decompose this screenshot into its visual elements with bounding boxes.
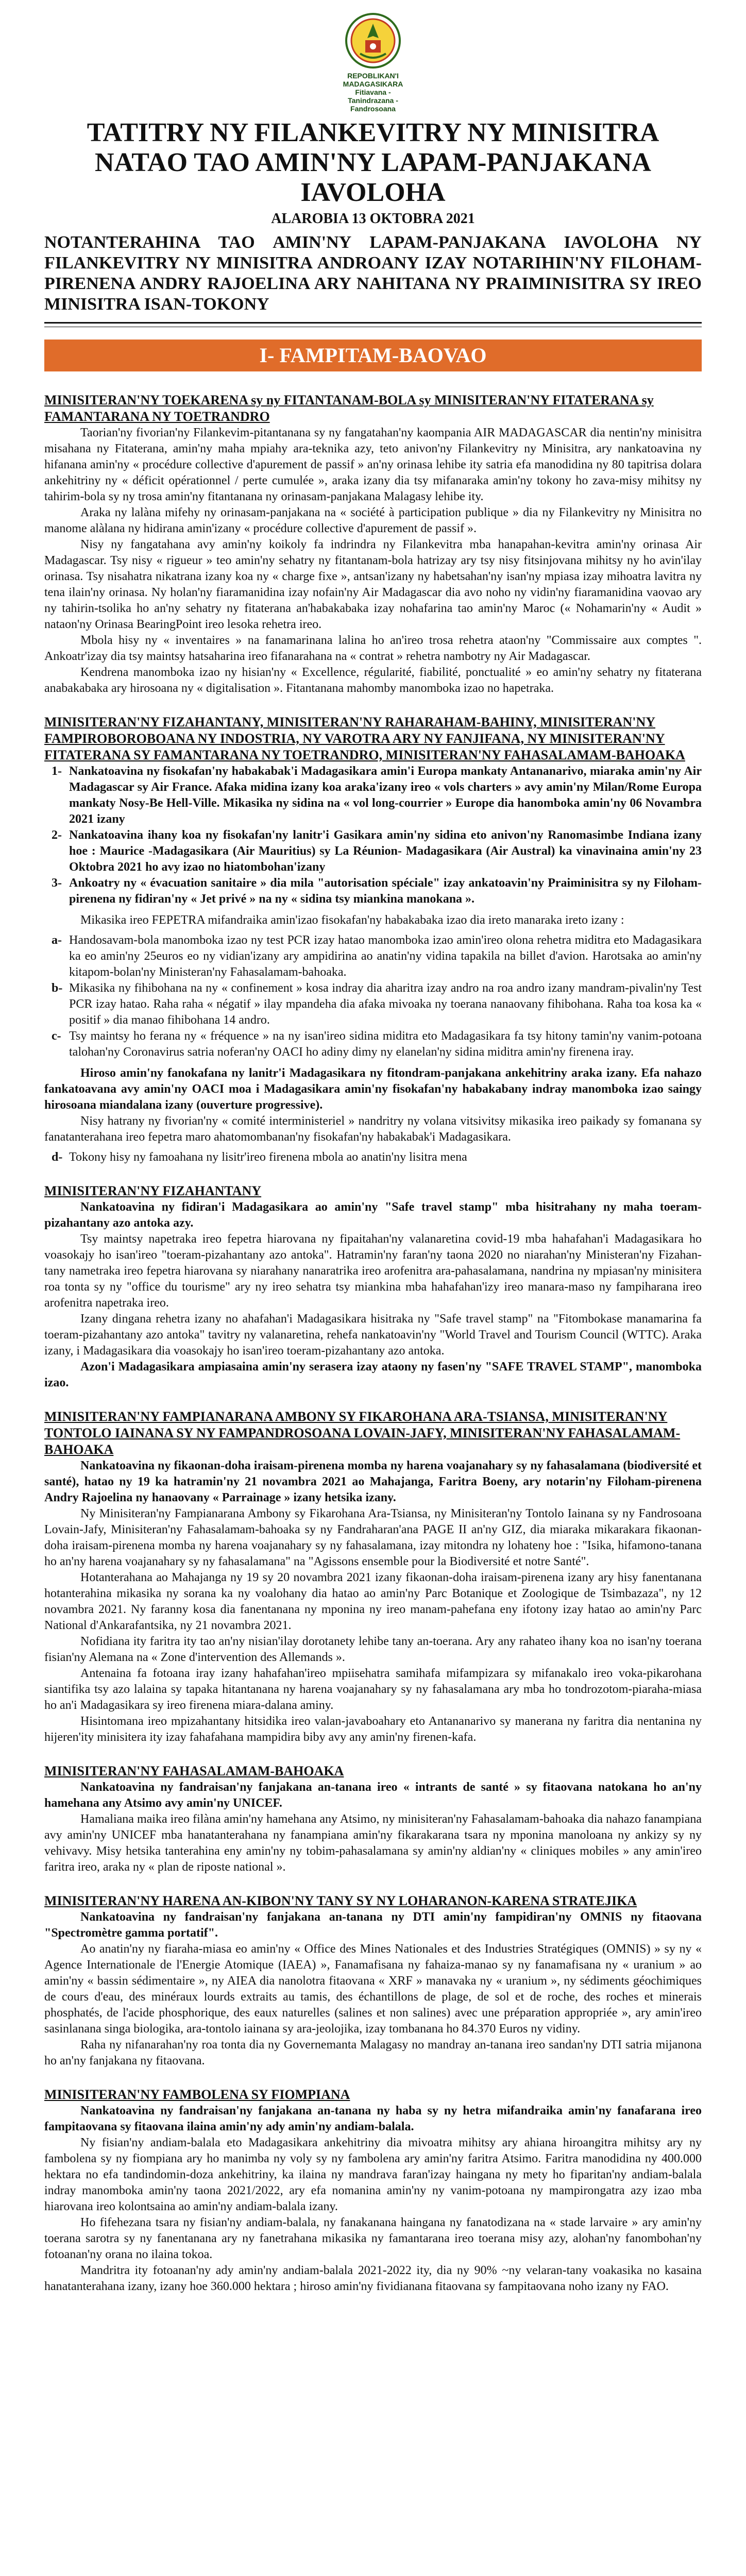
paragraph: Mandritra ity fotoanan'ny ady amin'ny andiam-balala 2021-2022 ity, dia ny 90% ~ny velaran-tany voakasika no kasaina hanatanterahana izany, izany hoe 360.000 hektara ; hiroso amin'ny fividianana fitaovana sy fampitaovana noho izany ny FAO. [44,2264,702,2293]
paragraph: Hisintomana ireo mpizahantany hitsidika ireo valan-javaboahary eto Antananarivo sy manerana ny faritra dia nentanina ny hijeren'ity minisitera ity izay fahafahana mampidira biby avy any amin'ny firenen-kafa. [44,1715,702,1744]
paragraph: Antenaina fa fotoana iray izany hahafahan'ireo mpiisehatra samihafa mifampizara sy mifanakalo ireo voka-pikarohana siantifika tsy azo lalaina sy tapaka hitantanana ny harena voajanahary sy ny fahasalamana ary mba ho tondrozotom-piaraha-miasa ho an'i Madagasikara sy ireo firenena miara-dalana aminy. [44,1667,702,1712]
list-item-text: Nankatoavina ny fisokafan'ny habakabak'i Madagasikara amin'i Europa mankaty Antananarivo, miaraka amin'ny Air Madagascar sy Air France. Afaka midina izany koa araka'izany ireo « vols charters » avy amin'ny Milan/Rome Europa mankaty Nosy-Be Hell-Ville. Mikasika ny sidina na « vol long-courrier » Europe dia hanomboka amin'ny 06 Novambra 2021 izany [69,765,702,826]
list-item-number: 2- [52,828,62,842]
list-item [52,1149,702,1165]
section-public-health [44,1763,702,1875]
title-divider [44,322,702,327]
paragraph: Ny fisian'ny andiam-balala eto Madagasikara ankehitriny dia mivoatra mihitsy ary ahiana hiroangitra mihitsy ary ny fambolena sy ny fiompiana ary ho manimba ny voly sy ny fambolena ary amin'ny faritra Atsimo. Faritra manodidina ny 400.000 hektara no efa tandindomin-doza ankehitriny, ka ilaina ny mandrava faran'izay haingana ny mety ho fiparitan'ny andiam-balala indray manomboka amin'ny taona 2021/2022, ary efa nomanina amin'ny ny vanim-potoana ny mampirongatra azy izao mba hiarovana ireo kolontsaina ao amin'ny andiam-balala izany. [44,2136,702,2213]
section-agriculture [44,2087,702,2295]
paragraph: Nankatoavina ny fikaonan-doha iraisam-pirenena momba ny harena voajanahary sy ny fahasalamana (biodiversité et santé), hatao ny 19 ka hatramin'ny 21 novambra 2021 ao Mahajanga, Faritra Boeny, ary notarin'ny Filoham-pirenena Andry Rajoelina ny hanaovany « Parrainage » izany hetsika izany. [44,1459,702,1504]
page-subtitle: NOTANTERAHINA TAO AMIN'NY LAPAM-PANJAKANA IAVOLOHA NY FILANKEVITRY NY MINISITRA ANDROANY IZAY NOTARIHIN'NY FILOHAM-PIRENENA ANDRY RAJOELINA ARY NAHITANA NY PRAIMINISITRA SY IREO MINISITRA ISAN-TOKONY [44,233,702,314]
list-item [52,764,702,827]
paragraph: Nankatoavina ny fandraisan'ny fanjakana an-tanana ireo « intrants de santé » sy fitaovana natokana ho an'ny hamehana any Atsimo avy amin'ny UNICEF. [44,1781,702,1810]
section-heading: MINISITERAN'NY FAMPIANARANA AMBONY SY FIKAROHANA ARA-TSIANSA, MINISITERAN'NY TONTOLO IAINANA SY NY FAMPANDROSOANA LOVAIN-JAFY, MINISITERAN'NY FAHASALAMAM-BAHOAKA [44,1409,681,1457]
list-item-text: Tokony hisy ny famoahana ny lisitr'ireo firenena mbola ao anatin'ny lisitra mena [69,1150,467,1164]
final-list [44,1149,702,1165]
paragraph: Ny Minisiteran'ny Fampianarana Ambony sy Fikarohana Ara-Tsiansa, ny Minisiteran'ny Tontolo Iainana sy ny Fandrosoana Lovain-Jafy, Minisiteran'ny Fahasalamam-bahoaka sy ny Fandraharan'ana PAGE II an'ny GIZ, dia miaraka mikarakara fikaonan-doha iraisam-pirenena momba ny harena voajanahary sy ny fahasalamana, izay mitondra ny lohateny hoe : "Isika, hifamono-tanana ho an'ny harena voajanahary sy ny fahasalamana" na "Agissons ensemble pour la Biodiversité et notre Santé". [44,1507,702,1568]
republic-seal [334,12,412,113]
paragraph: Nankatoavina ny fandraisan'ny fanjakana an-tanana ny DTI amin'ny fampidiran'ny OMNIS ny fitaovana "Spectromètre gamma portatif". [44,1910,702,1940]
section-airspace-opening [44,714,702,1165]
paragraph: Ao anatin'ny ny fiaraha-miasa eo amin'ny « Office des Mines Nationales et des Industries Stratégiques (OMNIS) » sy ny « Agence Internationale de l'Energie Atomique (IAEA) », Fanamafisana ny fahaiza-manao sy ny fanamafisana ny « uranium » ao amin'ny « bassin sédimentaire », ny AIEA dia nanolotra fitaovana « XRF » manavaka ny « uranium », ny sédiments géochimiques de cours d'eau, des minéraux lourds extraits au tamis, des échantillons de plage, de sol et de roche, des roches et minerais phosphatés, de l'acide phosphorique, des eaux naturelles (salines et non salines) avec une préparation appropriée », ary amin'ireo sasinlanana singa biologika, ara-tontolo iainana sy ara-jeolojika, izay tombanana ho 84.370 Euros ny vidiny. [44,1942,702,2036]
paragraph: Mikasika ireo FEPETRA mifandraika amin'izao fisokafan'ny habakabaka izao dia ireto manaraka ireto izany : [80,913,624,927]
paragraph: Hamaliana maika ireo filàna amin'ny hamehana any Atsimo, ny minisiteran'ny Fahasalamam-bahoaka dia nahazo fanampiana avy amin'ny UNICEF mba hanatanterahana ny fanampiana amin'ny fikarakarana tsara ny mponina manoloana ny ankizy sy ny vehivavy. Misy hetsika tanterahina eny amin'ny ny tobim-pahasalamana sy amin'ny aldian'ny « cliniques mobiles » any amin'ireo faritra ireo, araka ny « plan de riposte national ». [44,1812,702,1874]
paragraph: Araka ny lalàna mifehy ny orinasam-panjakana na « société à participation publique » dia ny Filankevitry ny Minisitra no manome alàlana ny hidirana amin'izany « procédure collective d'apurement de passif ». [44,506,702,535]
list-item-text: Ankoatry ny « évacuation sanitaire » dia mila "autorisation spéciale" izay ankatoavin'ny Praiminisitra sy ny Filoham-pirenena ny fidiran'ny « Jet privé » na ny « sidina tsy miankina manokana ». [69,876,702,906]
list-item-text: Tsy maintsy ho ferana ny « fréquence » na ny isan'ireo sidina miditra eto Madagasikara fa tsy hitony tamin'ny vanim-potoana talohan'ny Coronavirus satria noferan'ny OACI ho adiny dimy ny elanelan'ny sidina miditra amin'ny firenena iray. [69,1029,702,1059]
paragraph: Nofidiana ity faritra ity tao an'ny nisian'ilay dorotanety lehibe tany an-toerana. Ary any rahateo ihany koa no isan'ny toerana fisian'ny Alemana na « Zone d'intervention des Allemands ». [44,1635,702,1664]
section-heading: MINISITERAN'NY FIZAHANTANY, MINISITERAN'NY RAHARAHAM-BAHINY, MINISITERAN'NY FAMPIROBOROBOANA NY INDOSTRIA, NY VAROTRA ARY NY FANJIFANA, NY MINISITERAN'NY FITATERANA SY FAMANTARANA NY TOETRANDRO, MINISITERAN'NY FAHASALAMAM-BAHOAKA [44,715,685,762]
list-item [52,933,702,980]
list-item [52,980,702,1028]
section-heading: MINISITERAN'NY HARENA AN-KIBON'NY TANY SY NY LOHARANON-KARENA STRATEJIKA [44,1893,637,1908]
paragraph: Kendrena manomboka izao ny hisian'ny « Excellence, régularité, fiabilité, ponctualité » eo amin'ny sehatry ny fitaterana anabakabaka ary hirosoana ny « digitalisation ». Fitantanana mahomby manomboka izao no hapetraka. [44,666,702,695]
paragraph: Izany dingana rehetra izany no ahafahan'i Madagasikara hisitraka ny "Safe travel stamp" na "Fitombokase manamarina fa toeram-pizahantany azo antoka" tavitry ny valanaretina, rehefa nankatoavin'ny "World Travel and Tourism Council (WTTC). Araka izany, i Madagasikara dia voasokajy ho isan'ireo toeram-pizahantany azo antoka. [44,1312,702,1358]
section-mines [44,1893,702,2069]
paragraph: Nisy hatrany ny fivorian'ny « comité interministeriel » nandritry ny volana vitsivitsy mikasika ireo paikady sy fomanana sy fanatanterahana ireo fepetra maro ahatomombanan'ny fisokafan'ny habakabak'i Madagasikara. [44,1114,702,1144]
section-heading: MINISITERAN'NY FAHASALAMAM-BAHOAKA [44,1764,344,1778]
seal-caption-line-2: Fitiavana - Tanindrazana - Fandrosoana [348,88,398,113]
paragraph: Ho fifehezana tsara ny fisian'ny andiam-balala, ny fanakanana haingana ny fanatodizana na « stade larvaire » ary amin'ny toerana sarotra sy ny fanentanana ary ny fanetrahana mikasika ny famantarana ireo toerana misy azy, alohan'ny fanombohan'ny fotoanan'ny orana no ilaina tokoa. [44,2216,702,2261]
list-item-letter: a- [52,934,62,947]
section-heading: MINISITERAN'NY FIZAHANTANY [44,1183,262,1198]
list-item-text: Nankatoavina ihany koa ny fisokafan'ny lanitr'i Gasikara amin'ny sidina eto anivon'ny Ranomasimbe Indiana izany hoe : Maurice -Madagasikara (Air Mauritius) sy La Réunion- Madagasikara (Air Austral) ka vinavinaina amin'ny 23 Oktobra 2021 ho avy izao no hiatombohan'izany [69,828,702,874]
paragraph: Hotanterahana ao Mahajanga ny 19 sy 20 novambra 2021 izany fikaonan-doha iraisam-pirenena izany ary hisy fanentanana hotanterahina mikasika ny sorana ka ny voalohany dia hatao ao amin'ny Parc Botanique et Zoologique de Tsimbazaza", ny 12 novambra 2021. Ny faranny kosa dia fanentanana ny mponina ny ireo manam-pahefana eny ifotony izay hatao ao amin'ny Parc National d'Ankarafantsika, ny 21 novambra 2021. [44,1571,702,1632]
paragraph: Nankatoavina ny fidiran'i Madagasikara ao amin'ny "Safe travel stamp" mba hisitrahany ny maha toeram-pizahantany azo antoka azy. [44,1200,702,1230]
list-item-text: Handosavam-bola manomboka izao ny test PCR izay hatao manomboka izao amin'ireo olona rehetra miditra eto Madagasikara ka eo amin'ny 25euros eo ny vidian'izany ary ampidirina ao anatin'ny vidina tapakila na billet d'avion. Harotsaka ao amin'ny kitapom-bolan'ny Ministeran'ny Fahasalamam-bahoaka. [69,934,702,979]
section-finance-transport [44,392,702,697]
seal-emblem-icon [345,12,401,69]
meeting-date: ALAROBIA 13 OKTOBRA 2021 [271,211,475,227]
list-item [52,827,702,875]
paragraph: Nankatoavina ny fandraisan'ny fanjakana an-tanana ny haba sy ny hetra mifandraika amin'ny fanafarana ireo fampitaovana sy fitaovana ilaina amin'ny ady amin'ny andiam-balala. [44,2104,702,2133]
paragraph: Mbola hisy ny « inventaires » na fanamarinana lalina ho an'ireo trosa rehetra ataon'ny "Commissaire aux comptes ". Ankoatr'izay dia tsy maintsy hatsaharina ireo fifanarahana na « contrat » rehetra nambotry ny Air Madagascar. [44,634,702,663]
section-research-environment-health [44,1409,702,1745]
section-tourism [44,1183,702,1391]
list-item-number: 3- [52,876,62,890]
list-item-text: Mikasika ny fihibohana na ny « confinement » kosa indray dia aharitra izay andro na roa andro izany mandram-pivalin'ny Test PCR izay hatao. Raha raha « négatif » ilay mpandeha dia afaka mivoaka ny toerana nanaovany fihibohana. Raha toa kosa ka « positif » dia manao fihibohana 14 andro. [69,981,702,1027]
list-item [52,875,702,907]
seal-caption-line-1: REPOBLIKAN'I MADAGASIKARA [343,72,403,88]
paragraph: Taorian'ny fivorian'ny Filankevim-pitantanana sy ny fangatahan'ny kaompania AIR MADAGASCAR dia nentin'ny minisitra misahana ny Fitaterana, amin'ny maha mpiahy ara-teknika azy, teto anivon'ny Filankevitry ny Minisitra, ary nankatoavina ny hifanana amin'ny « procédure collective d'apurement de passif » an'ny orinasa lehibe ity satria efa manodidina ny 80 tapitrisa dolara ankehitriny ny « déficit opérationnel / perte cumulée », araka izany dia tsy mifanaraka amin'ny tokony ho zava-misy mihitsy ny tahirim-bola sy ny trosa amin'ny fitantanana ny orinasam-panjakana Malagasy lehibe ity. [44,426,702,503]
section-heading: MINISITERAN'NY FAMBOLENA SY FIOMPIANA [44,2087,350,2102]
list-item-letter: b- [52,981,63,995]
paragraph: Tsy maintsy napetraka ireo fepetra hiarovana ny fipaitahan'ny valanaretina covid-19 mba hahafahan'i Madagasikara ho voasokajy ho isan'ireo "toeram-pizahantany azo antoka". Hatramin'ny faran'ny taona 2020 no niarahan'ny Ministeran'ny Fizahan-tany nametraka ireo fepetra hiarovana sy niarahany nanaratrika ireo arofenitra ara-pahasalamana, nandrina ny mpiasan'ny minisitera roa tonta sy ny "office du tourisme" ary ny ireo sehatra tsy miankina mba hahafahan'izy ireo manara-maso ny fampiharana ireo arofenitra napetraka ireo. [44,1232,702,1310]
section-heading: MINISITERAN'NY TOEKARENA sy ny FITANTANAM-BOLA sy MINISITERAN'NY FITATERANA sy FAMANTARANA NY TOETRANDRO [44,393,654,424]
section-banner: I- FAMPITAM-BAOVAO [44,340,702,371]
paragraph: Raha ny nifanarahan'ny roa tonta dia ny Governemanta Malagasy no mandray an-tanana ireo sandan'ny DTI satria mijanona ho an'ny fanjakana ny fitaovana. [44,2038,702,2067]
decision-list [44,764,702,907]
list-item-number: 1- [52,765,62,778]
page-title: TATITRY NY FILANKEVITRY NY MINISITRA NATAO TAO AMIN'NY LAPAM-PANJAKANA IAVOLOHA [87,118,659,207]
list-item-letter: d- [52,1150,63,1164]
list-item [52,1028,702,1060]
conditions-list [44,933,702,1060]
paragraph: Nisy ny fangatahana avy amin'ny koikoly fa indrindra ny Filankevitra mba hanapahan-kevitra amin'ny orinasa Air Madagascar. Tsy nisy « rigueur » teo amin'ny sehatry ny fitantanam-bola hatrizay ary tsy nisy fitsinjovana mihitsy ny ho avin'ilay orinasa. Tsy nisahatra nikatrana izany koa ny « charge fixe », antsan'izany ny habetsahan'ny isan'ny mpiasa izay mihoatra lavitra ny tena ilain'ny orinasa. Ny holan'ny fiaramanidina izay nofain'ny Air Madagascar dia avo noho ny vidin'ny fiaramanidina vaovao ary ny tahirin-tsolika ho an'ny sehatry ny fitaterana an'habakabaka izay nohafarina tao amin'ny Maroc (« Nohamarin'ny « Audit » nataon'ny Orinasa BearingPoint ireo lesoka rehetra ireo. [44,538,702,631]
paragraph: Hiroso amin'ny fanokafana ny lanitr'i Madagasikara ny fitondram-panjakana ankehitriny araka izany. Efa nahazo fankatoavana avy amin'ny OACI moa i Madagasikara amin'ny fisokafan'ny habakabany indray manomboka izao saingy hirosoana miandalana izany (ouverture progressive). [44,1066,702,1112]
paragraph: Azon'i Madagasikara ampiasaina amin'ny serasera izay ataony ny fasen'ny "SAFE TRAVEL STAMP", manomboka izao. [44,1360,702,1389]
list-item-letter: c- [52,1029,61,1043]
